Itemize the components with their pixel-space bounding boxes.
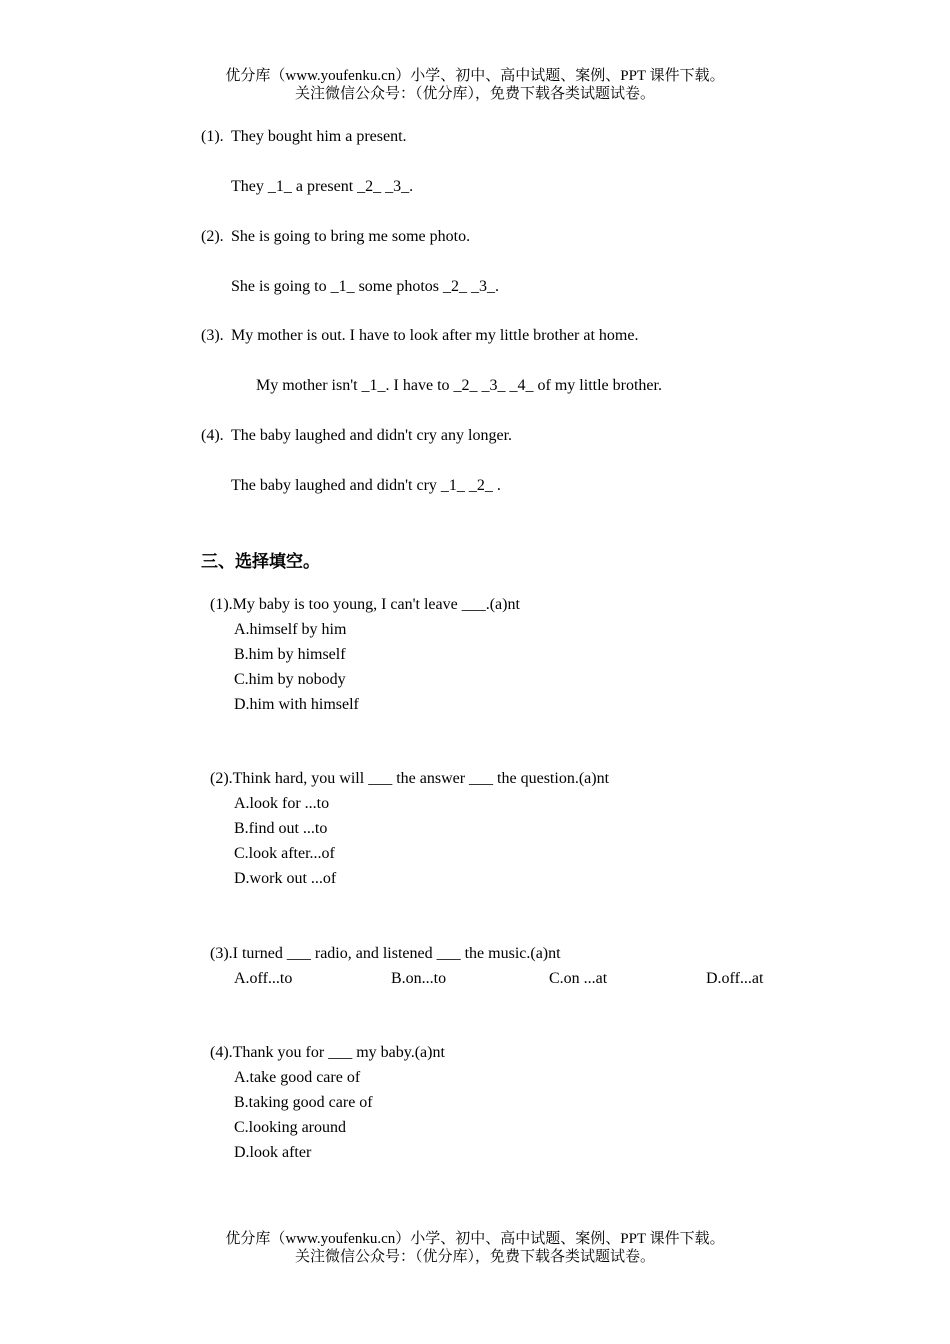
item-number: (2).: [201, 228, 224, 245]
section-title: 三、选择填空。: [201, 552, 320, 572]
rewrite-sentence: They _1_ a present _2_ _3_.: [231, 178, 414, 195]
header-line-1: 优分库（www.youfenku.cn）小学、初中、高中试题、案例、PPT 课件下载。: [225, 68, 725, 84]
option-c: C.him by nobody: [234, 671, 346, 688]
option-c: C.looking around: [234, 1119, 346, 1136]
option-b: B.find out ...to: [234, 820, 328, 837]
rewrite-sentence: My mother isn't _1_. I have to _2_ _3_ _4_ of my little brother.: [256, 377, 662, 394]
option-c: C.look after...of: [234, 845, 335, 862]
option-b: B.taking good care of: [234, 1094, 373, 1111]
original-sentence: They bought him a present.: [231, 128, 407, 145]
option-d: D.look after: [234, 1144, 312, 1161]
question-stem: (2).Think hard, you will ___ the answer ___ the question.(a)nt: [210, 770, 610, 787]
original-sentence: The baby laughed and didn't cry any longer.: [231, 427, 513, 444]
option-b: B.him by himself: [234, 646, 346, 663]
item-number: (3).: [201, 327, 224, 344]
question-stem: (3).I turned ___ radio, and listened ___ the music.(a)nt: [210, 945, 561, 962]
footer-line-2: 关注微信公众号：（优分库），免费下载各类试题试卷。: [294, 1249, 655, 1265]
original-sentence: My mother is out. I have to look after my little brother at home.: [231, 327, 639, 344]
option-a: A.look for ...to: [234, 795, 330, 812]
question-stem: (4).Thank you for ___ my baby.(a)nt: [210, 1044, 445, 1061]
option-d: D.off...at: [706, 970, 764, 987]
option-c: C.on ...at: [549, 970, 608, 987]
rewrite-sentence: She is going to _1_ some photos _2_ _3_.: [231, 278, 500, 295]
item-number: (4).: [201, 427, 224, 444]
footer-line-1: 优分库（www.youfenku.cn）小学、初中、高中试题、案例、PPT 课件下载。: [225, 1231, 725, 1247]
option-d: D.work out ...of: [234, 870, 337, 887]
rewrite-sentence: The baby laughed and didn't cry _1_ _2_ .: [231, 477, 501, 494]
original-sentence: She is going to bring me some photo.: [231, 228, 471, 245]
question-stem: (1).My baby is too young, I can't leave ___.(a)nt: [210, 596, 520, 613]
option-a: A.himself by him: [234, 621, 347, 638]
option-d: D.him with himself: [234, 696, 359, 713]
option-a: A.off...to: [234, 970, 293, 987]
option-a: A.take good care of: [234, 1069, 361, 1086]
header-line-2: 关注微信公众号：（优分库），免费下载各类试题试卷。: [294, 86, 655, 102]
item-number: (1).: [201, 128, 224, 145]
option-b: B.on...to: [391, 970, 447, 987]
